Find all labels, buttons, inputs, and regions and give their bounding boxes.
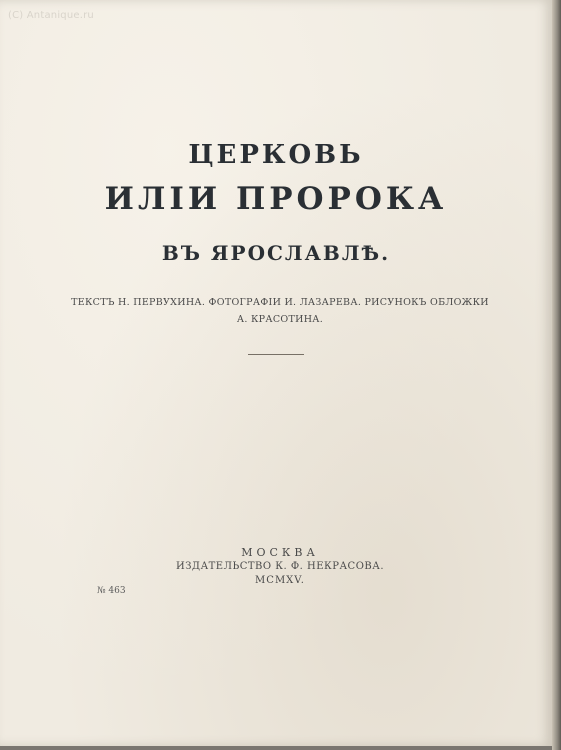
divider-rule — [248, 354, 304, 355]
credits — [60, 294, 500, 328]
imprint-publisher: ИЗДАТЕЛЬСТВО К. Ф. НЕКРАСОВА. — [175, 561, 385, 572]
page-edge — [552, 0, 561, 750]
watermark: (C) Antanique.ru — [8, 10, 94, 21]
credits-line-1: ТЕКСТЪ Н. ПЕРВУХИНА. ФОТОГРАФІИ И. ЛАЗАРЕВА. РИСУНОКЪ ОБЛОЖКИ — [71, 297, 489, 308]
title-line-location: ВЪ ЯРОСЛАВЛѢ. — [161, 241, 391, 265]
imprint-city: МОСКВА — [241, 546, 319, 559]
credits-line-2: А. КРАСОТИНА. — [236, 314, 324, 325]
title-line-prophet: ИЛІИ ПРОРОКА — [104, 181, 448, 217]
imprint-year: MCMXV. — [255, 575, 305, 586]
title-line-church: ЦЕРКОВЬ — [188, 140, 364, 170]
edition-number: № 463 — [97, 586, 126, 596]
